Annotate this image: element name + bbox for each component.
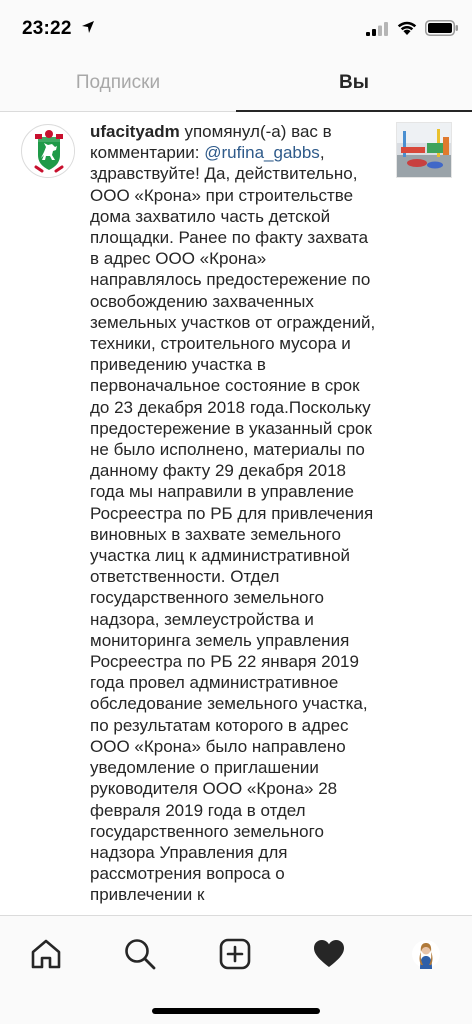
mention-link[interactable]: @rufina_gabbs [204,143,320,163]
tab-following[interactable]: Подписки [75,72,161,93]
notification-item[interactable] [0,112,472,915]
location-arrow-icon [81,20,95,34]
home-icon [29,937,63,971]
tab-you[interactable]: Вы [339,72,369,93]
avatar[interactable] [21,124,75,178]
notification-text [90,121,380,906]
comment-body: , здравствуйте! Да, действительно, ООО «Крона» при строительстве дома захватило часть детской площадки. Ранее по факту захвата в адрес ООО «Крона» направлялось предостережение по освобождению захваченных земельных участков от ограждений, техники, строительного мусора и приведению участка в первоначальное состояние в срок до 23 декабря 2018 года.Поскольку предостережение в указанный срок не было исполнено, материалы по данному факту 29 декабря 2018 года мы направили в управление Росреестра по РБ для привлечения виновных в захвате земельного участка лиц к административной ответственности. Отдел государственного земельного надзора, землеустройства и мониторинга земель управления Росреестра по РБ 22 января 2019 года провел административное обследование земельного участка, по результатам которого в адрес ООО «Крона» было направлено уведомление о приглашении руководителя ООО «Крона» 28 февраля 2019 года в отдел государственного земельного надзора Управления для рассмотрения вопроса о привлечении к [90,143,380,905]
profile-avatar [411,939,441,969]
nav-home-button[interactable] [26,934,66,974]
activity-tabs [0,54,472,112]
playground-photo [397,123,452,178]
search-icon [123,937,157,971]
battery-icon [425,20,459,36]
notification-username[interactable]: ufacityadm [90,122,180,141]
wifi-icon [396,19,418,36]
nav-activity-button[interactable] [309,934,349,974]
activity-heart-icon [312,937,346,971]
nav-new-post-button[interactable] [215,934,255,974]
ufa-coat-of-arms-icon [22,125,75,178]
status-time: 23:22 [22,18,72,39]
status-bar [0,0,472,54]
signal-icon [366,22,388,36]
home-indicator[interactable] [152,1008,320,1014]
nav-search-button[interactable] [120,934,160,974]
post-thumbnail[interactable] [396,122,452,178]
bottom-nav [0,915,472,1024]
new-post-icon [218,937,252,971]
notification-action: упомянул(-а) вас в комментарии: [90,122,337,163]
nav-profile-button[interactable] [406,934,446,974]
